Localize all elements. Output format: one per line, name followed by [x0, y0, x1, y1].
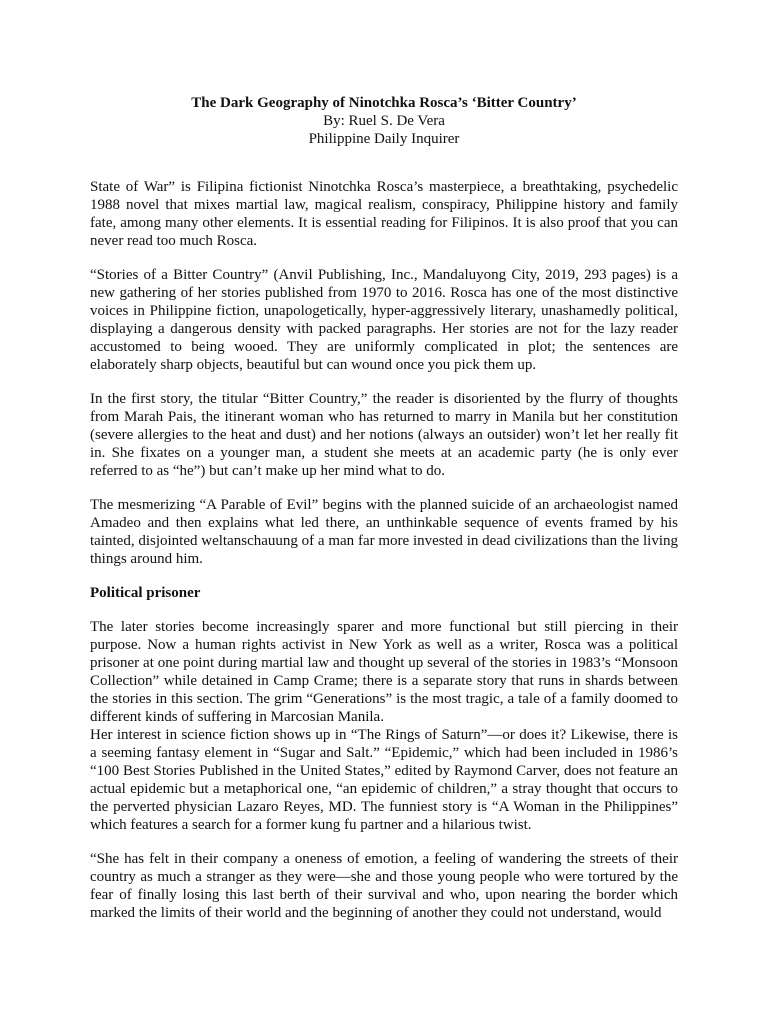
article-publication: Philippine Daily Inquirer — [308, 131, 460, 147]
paragraph: The mesmerizing “A Parable of Evil” begins with the planned suicide of an archaeologist named Amadeo and then explains what led there, an unthinkable sequence of events framed by his tainted, disjointed weltanschauung of a man far more invested in dead civilizations than the living things around him. — [90, 497, 678, 567]
paragraph: State of War” is Filipina fictionist Ninotchka Rosca’s masterpiece, a breathtaking, psychedelic 1988 novel that mixes martial law, magical realism, conspiracy, Philippine history and family fate, among many other elements. It is essential reading for Filipinos. It is also proof that you can never read too much Rosca. — [90, 179, 678, 249]
paragraph: The later stories become increasingly sparer and more functional but still piercing in their purpose. Now a human rights activist in New York as well as a writer, Rosca was a political prisoner at one point during martial law and thought up several of the stories in 1983’s “Monsoon Collection” while detained in Camp Crame; there is a separate story that runs in shards between the stories in this section. The grim “Generations” is the most tragic, a tale of a family doomed to different kinds of suffering in Marcosian Manila. — [90, 619, 678, 725]
article-title: The Dark Geography of Ninotchka Rosca’s ‘Bitter Country’ — [191, 95, 577, 111]
article-body — [90, 178, 678, 938]
article-header — [90, 94, 678, 148]
section-heading: Political prisoner — [90, 585, 201, 601]
paragraph: “Stories of a Bitter Country” (Anvil Publishing, Inc., Mandaluyong City, 2019, 293 pages) is a new gathering of her stories published from 1970 to 2016. Rosca has one of the most distinctive voices in Philippine fiction, unapologetically, hyper-aggressively literary, unashamedly political, displaying a dangerous density with packed paragraphs. Her stories are not for the lazy reader accustomed to being wooed. They are uniformly complicated in plot; the sentences are elaborately sharp objects, beautiful but can wound once you pick them up. — [90, 267, 678, 373]
paragraph: In the first story, the titular “Bitter Country,” the reader is disoriented by the flurry of thoughts from Marah Pais, the itinerant woman who has returned to marry in Manila but her constitution (severe allergies to the heat and dust) and her notions (always an outsider) won’t let her really fit in. She fixates on a younger man, a student she meets at an academic party (he is only ever referred to as “he”) but can’t make up her mind what to do. — [90, 391, 678, 479]
article-byline: By: Ruel S. De Vera — [323, 113, 445, 129]
paragraph: “She has felt in their company a oneness of emotion, a feeling of wandering the streets of their country as much a stranger as they were—she and those young people who were tortured by the fear of finally losing this last berth of their survival and who, upon nearing the border which marked the limits of their world and the beginning of another they could not understand, would — [90, 851, 678, 921]
paragraph: Her interest in science fiction shows up in “The Rings of Saturn”—or does it? Likewise, there is a seeming fantasy element in “Sugar and Salt.” “Epidemic,” which had been included in 1986’s “100 Best Stories Published in the United States,” edited by Raymond Carver, does not feature an actual epidemic but a metaphorical one, “an epidemic of children,” a stray thought that occurs to the perverted physician Lazaro Reyes, MD. The funniest story is “A Woman in the Philippines” which features a search for a former kung fu partner and a hilarious twist. — [90, 727, 678, 833]
